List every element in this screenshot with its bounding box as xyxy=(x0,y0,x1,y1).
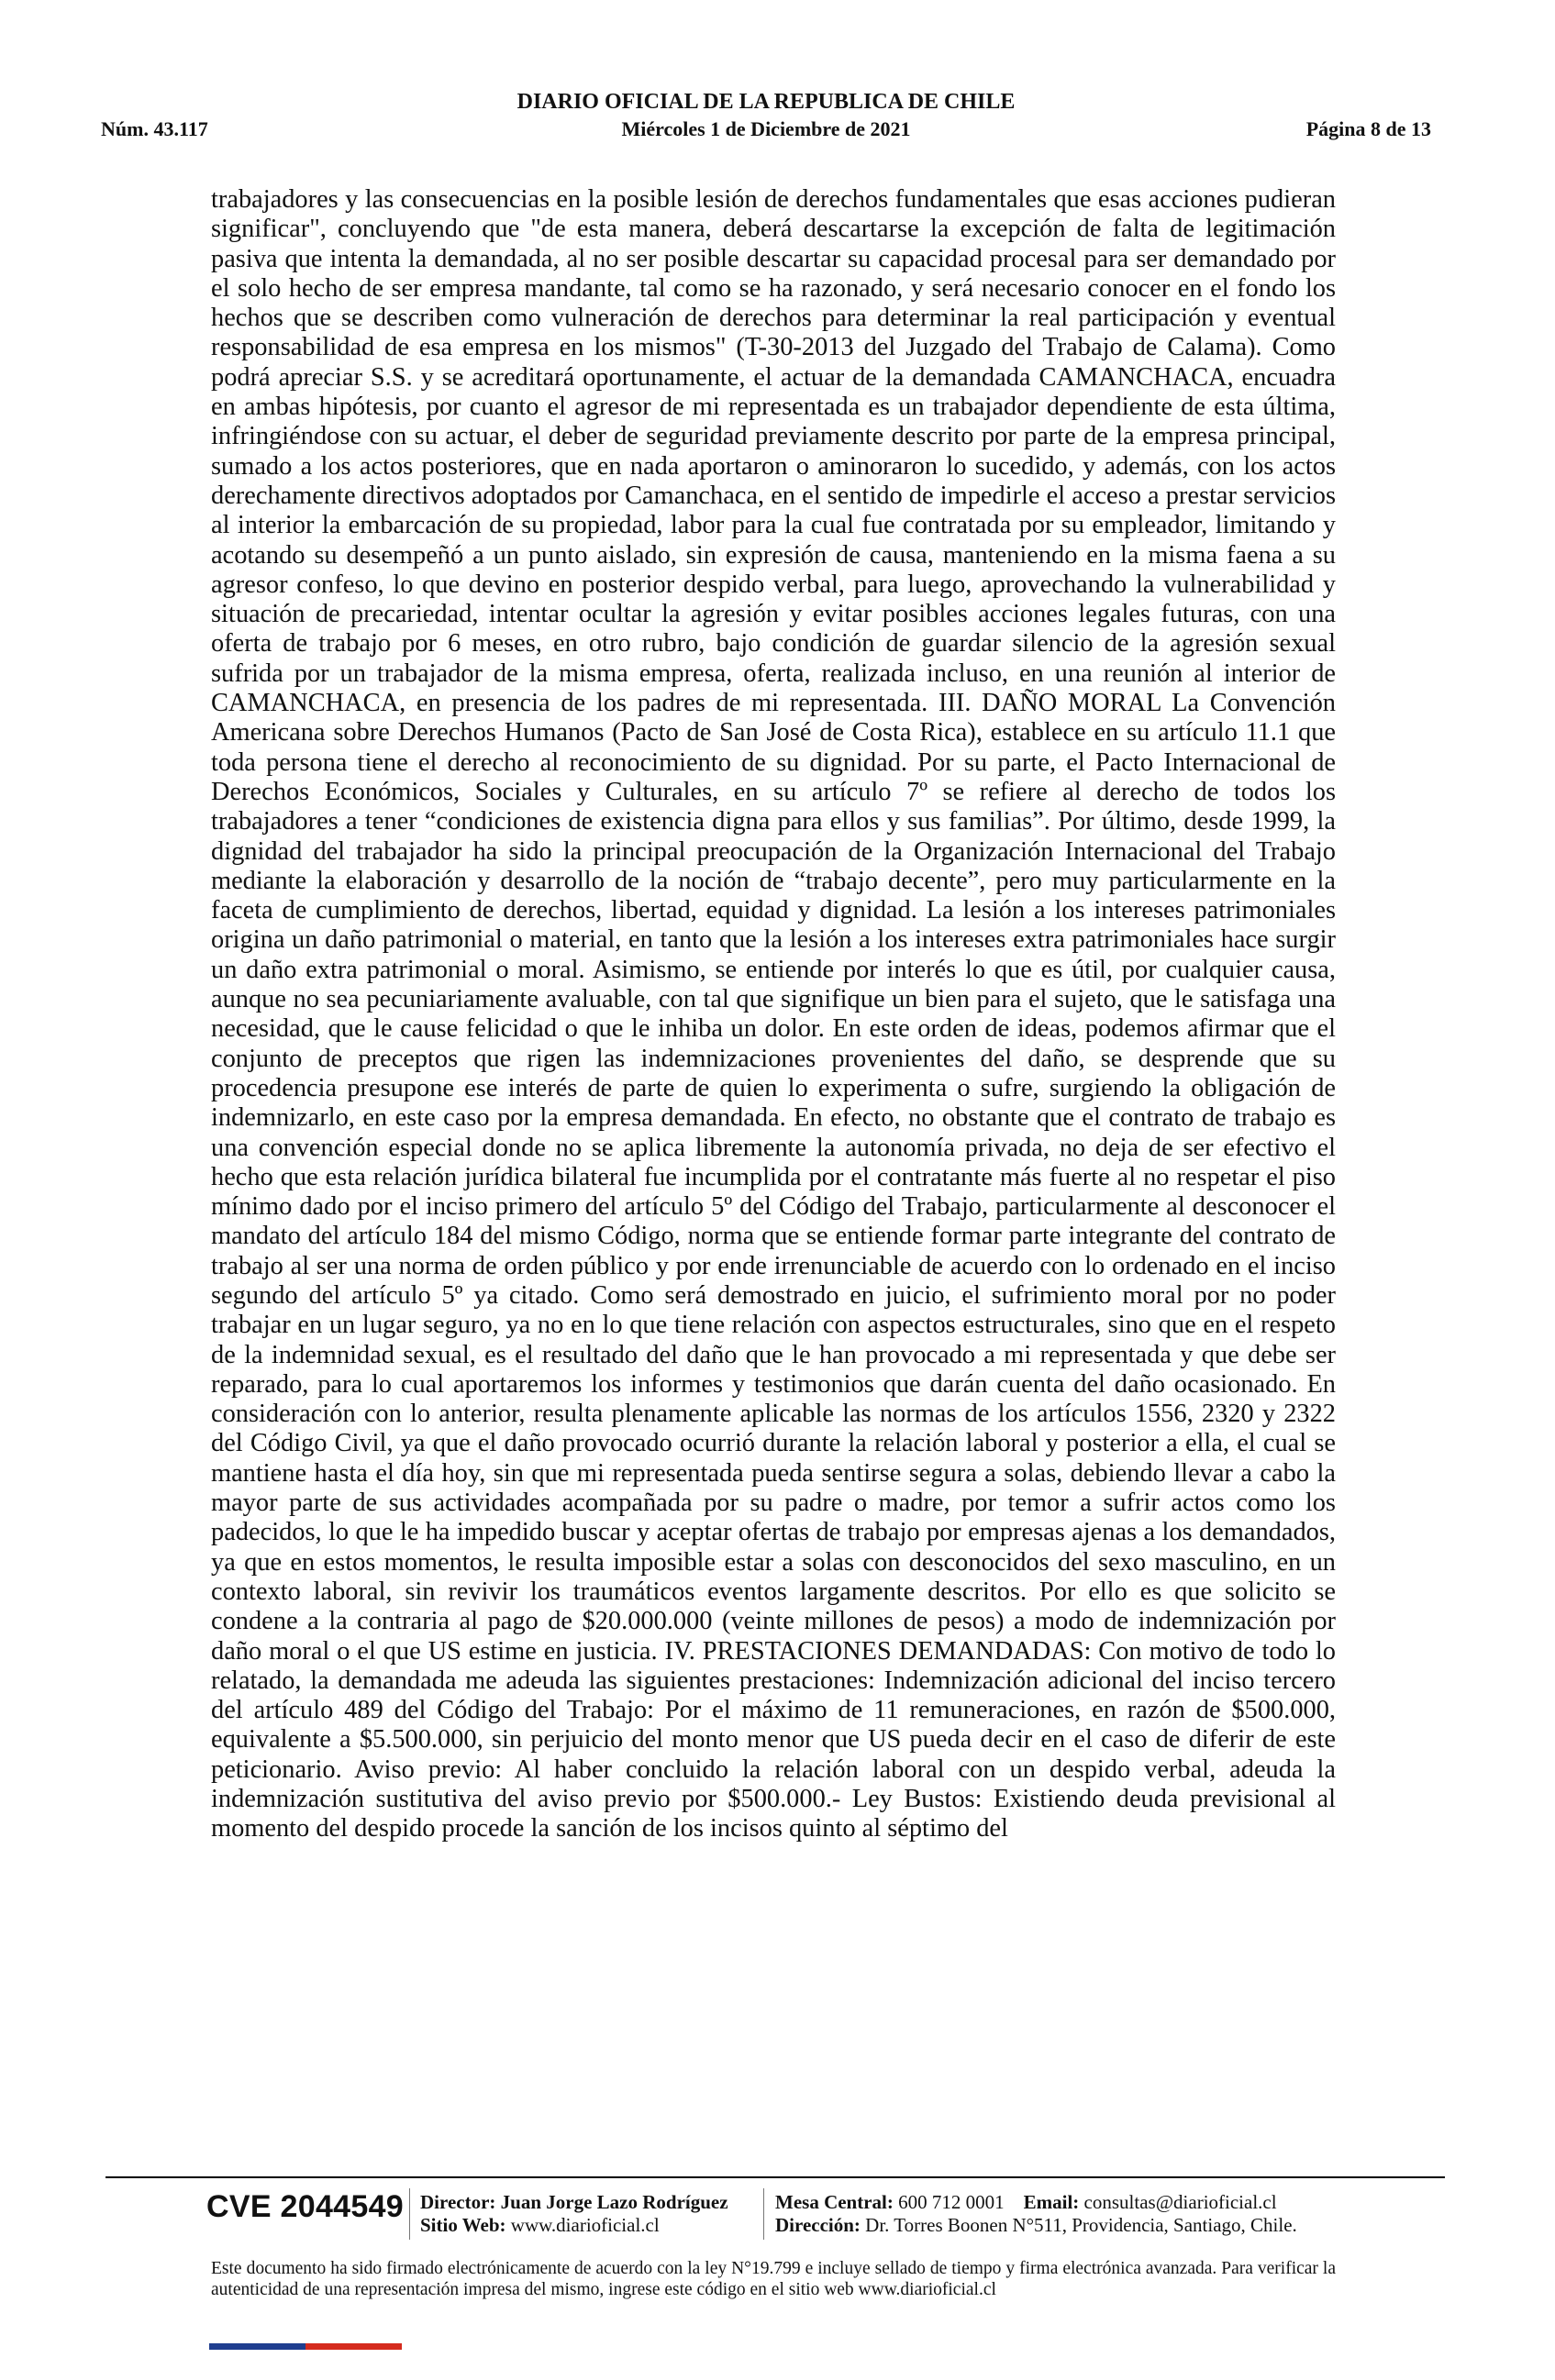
issue-number: Núm. 43.117 xyxy=(101,117,208,140)
footer-contact-block xyxy=(775,2191,1297,2237)
website-label: Sitio Web: xyxy=(420,2214,506,2236)
page-header xyxy=(101,88,1431,149)
cve-code: CVE 2044549 xyxy=(206,2189,405,2224)
issue-date: Miércoles 1 de Diciembre de 2021 xyxy=(621,117,911,140)
director-label: Director: xyxy=(420,2191,496,2213)
page-number: Página 8 de 13 xyxy=(1305,117,1431,140)
email-label: Email: xyxy=(1023,2191,1080,2213)
footer-separator xyxy=(763,2188,764,2240)
phone-number: 600 712 0001 xyxy=(898,2191,1005,2213)
legal-notice: Este documento ha sido firmado electrónicamente de acuerdo con la ley N°19.799 e incluye sellado de tiempo y firma electrónica avanzada. Para verificar la autenticidad de una representación impresa del mismo, ingrese este código en el sitio web www.diarioficial.cl xyxy=(211,2259,1336,2299)
address-text: Dr. Torres Boonen N°511, Providencia, Santiago, Chile. xyxy=(865,2214,1297,2236)
email-link[interactable]: consultas@diarioficial.cl xyxy=(1083,2191,1277,2213)
phone-label: Mesa Central: xyxy=(775,2191,894,2213)
footer-separator xyxy=(409,2188,410,2240)
flag-stripe xyxy=(209,2343,402,2350)
footer-divider xyxy=(106,2176,1445,2178)
address-label: Dirección: xyxy=(775,2214,861,2236)
flag-blue-segment xyxy=(209,2343,305,2350)
body-paragraph: trabajadores y las consecuencias en la posible lesión de derechos fundamentales que esas acciones pudieran significar", concluyendo que "de esta manera, deberá descartarse la excepción de falta de legitimación pasiva que intenta la demandada, al no ser posible descartar su capacidad procesal para ser demandado por el solo hecho de ser empresa mandante, tal como se ha razonado, y será necesario conocer en el fondo los hechos que se describen como vulneración de derechos para determinar la real participación y eventual responsabilidad de esa empresa en los mismos" (T-30-2013 del Juzgado del Trabajo de Calama). Como podrá apreciar S.S. y se acreditará oportunamente, el actuar de la demandada CAMANCHACA, encuadra en ambas hipótesis, por cuanto el agresor de mi representada es un trabajador dependiente de esta última, infringiéndose con su actuar, el deber de seguridad previamente descrito por parte de la empresa principal, sumado a los actos posteriores, que en nada aportaron o aminoraron lo sucedido, y además, con los actos derechamente directivos adoptados por Camanchaca, en el sentido de impedirle el acceso a prestar servicios al interior la embarcación de su propiedad, labor para la cual fue contratada por su empleador, limitando y acotando su desempeñó a un punto aislado, sin expresión de causa, manteniendo en la misma faena a su agresor confeso, lo que devino en posterior despido verbal, para luego, aprovechando la vulnerabilidad y situación de precariedad, intentar ocultar la agresión y evitar posibles acciones legales futuras, con una oferta de trabajo por 6 meses, en otro rubro, bajo condición de guardar silencio de la agresión sexual sufrida por un trabajador de la misma empresa, oferta, realizada incluso, en una reunión al interior de CAMANCHACA, en presencia de los padres de mi representada. III. DAÑO MORAL La Convención Americana sobre Derechos Humanos (Pacto de San José de Costa Rica), establece en su artículo 11.1 que toda persona tiene el derecho al reconocimiento de su dignidad. Por su parte, el Pacto Internacional de Derechos Económicos, Sociales y Culturales, en su artículo 7º se refiere al derecho de todos los trabajadores a tener “condiciones de existencia digna para ellos y sus familias”. Por último, desde 1999, la dignidad del trabajador ha sido la principal preocupación de la Organización Internacional del Trabajo mediante la elaboración y desarrollo de la noción de “trabajo decente”, pero muy particularmente en la faceta de cumplimiento de derechos, libertad, equidad y dignidad. La lesión a los intereses patrimoniales origina un daño patrimonial o material, en tanto que la lesión a los intereses extra patrimoniales hace surgir un daño extra patrimonial o moral. Asimismo, se entiende por interés lo que es útil, por cualquier causa, aunque no sea pecuniariamente avaluable, con tal que signifique un bien para el sujeto, que le satisfaga una necesidad, que le cause felicidad o que le inhiba un dolor. En este orden de ideas, podemos afirmar que el conjunto de preceptos que rigen las indemnizaciones provenientes del daño, se desprende que su procedencia presupone ese interés de parte de quien lo experimenta o sufre, surgiendo la obligación de indemnizarlo, en este caso por la empresa demandada. En efecto, no obstante que el contrato de trabajo es una convención especial donde no se aplica libremente la autonomía privada, no deja de ser efectivo el hecho que esta relación jurídica bilateral fue incumplida por el contratante más fuerte al no respetar el piso mínimo dado por el inciso primero del artículo 5º del Código del Trabajo, particularmente al desconocer el mandato del artículo 184 del mismo Código, norma que se entiende formar parte integrante del contrato de trabajo al ser una norma de orden público y por ende irrenunciable de acuerdo con lo ordenado en el inciso segundo del artículo 5º ya citado. Como será demostrado en juicio, el sufrimiento moral por no poder trabajar en un lugar seguro, ya no en lo que tiene relación con aspectos estructurales, sino que en el respeto de la indemnidad sexual, es el resultado del daño que le han provocado a mi representada y que debe ser reparado, para lo cual aportaremos los informes y testimonios que darán cuenta del daño ocasionado. En consideración con lo anterior, resulta plenamente aplicable las normas de los artículos 1556, 2320 y 2322 del Código Civil, ya que el daño provocado ocurrió durante la relación laboral y posterior a ella, el cual se mantiene hasta el día hoy, sin que mi representada pueda sentirse segura a solas, debiendo llevar a cabo la mayor parte de sus actividades acompañada por su padre o madre, por temor a sufrir actos como los padecidos, lo que le ha impedido buscar y aceptar ofertas de trabajo por empresas ajenas a los demandados, ya que en estos momentos, le resulta imposible estar a solas con desconocidos del sexo masculino, en un contexto laboral, sin revivir los traumáticos eventos largamente descritos. Por ello es que solicito se condene a la contraria al pago de $20.000.000 (veinte millones de pesos) a modo de indemnización por daño moral o el que US estime en justicia. IV. PRESTACIONES DEMANDADAS: Con motivo de todo lo relatado, la demandada me adeuda las siguientes prestaciones: Indemnización adicional del inciso tercero del artículo 489 del Código del Trabajo: Por el máximo de 11 remuneraciones, en razón de $500.000, equivalente a $5.500.000, sin perjuicio del monto menor que US pueda decir en el caso de diferir de este peticionario. Aviso previo: Al haber concluido la relación laboral con un despido verbal, adeuda la indemnización sustitutiva del aviso previo por $500.000.- Ley Bustos: Existiendo deuda previsional al momento del despido procede la sanción de los incisos quinto al séptimo del xyxy=(211,185,1336,1843)
footer-director-block xyxy=(420,2191,728,2237)
flag-red-segment xyxy=(305,2343,402,2350)
website-link[interactable]: www.diarioficial.cl xyxy=(510,2214,660,2236)
newspaper-title: DIARIO OFICIAL DE LA REPUBLICA DE CHILE xyxy=(516,90,1016,114)
director-name: Juan Jorge Lazo Rodríguez xyxy=(500,2191,728,2213)
